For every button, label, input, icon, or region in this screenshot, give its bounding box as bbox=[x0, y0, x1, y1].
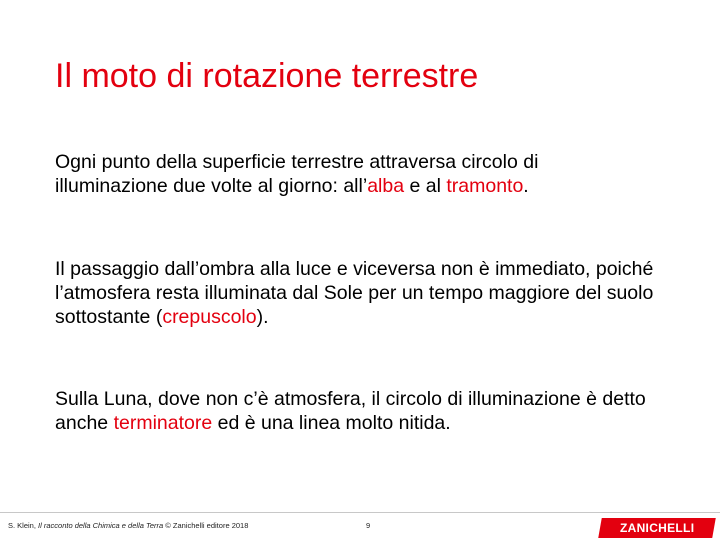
footer-credit bbox=[8, 521, 248, 530]
footer-author: S. Klein, bbox=[8, 521, 39, 530]
paragraph-text: ed è una linea molto nitida. bbox=[212, 412, 451, 434]
publisher-logo bbox=[598, 518, 716, 538]
footer-book-title: Il racconto della Chimica e della Terra bbox=[38, 521, 164, 530]
paragraph-crepuscolo bbox=[55, 257, 655, 329]
footer-copyright: © Zanichelli editore 2018 bbox=[163, 521, 249, 530]
paragraph-terminatore bbox=[55, 387, 655, 435]
highlight-tramonto: tramonto bbox=[446, 175, 524, 197]
slide-title: Il moto di rotazione terrestre bbox=[55, 57, 479, 95]
highlight-alba: alba bbox=[367, 175, 405, 197]
paragraph-text: Ogni punto della superficie terrestre attraversa circolo di illuminazione due volte al giorno: all’ bbox=[55, 151, 539, 197]
footer-divider bbox=[0, 512, 720, 513]
page-number: 9 bbox=[366, 521, 371, 530]
highlight-terminatore: terminatore bbox=[113, 412, 213, 434]
paragraph-text: Sulla Luna, dove non c’è atmosfera, il circolo di illuminazione è detto anche bbox=[55, 388, 646, 434]
logo-text: ZANICHELLI bbox=[619, 521, 695, 535]
paragraph-text: Il passaggio dall’ombra alla luce e viceversa non è immediato, poiché l’atmosfera resta illuminata dal Sole per un tempo maggiore del suolo sottostante ( bbox=[55, 258, 654, 328]
paragraph-text: e al bbox=[404, 175, 447, 197]
paragraph-text: ). bbox=[256, 306, 269, 328]
paragraph-alba-tramonto bbox=[55, 150, 655, 198]
paragraph-text: . bbox=[523, 175, 529, 197]
highlight-crepuscolo: crepuscolo bbox=[162, 306, 257, 328]
